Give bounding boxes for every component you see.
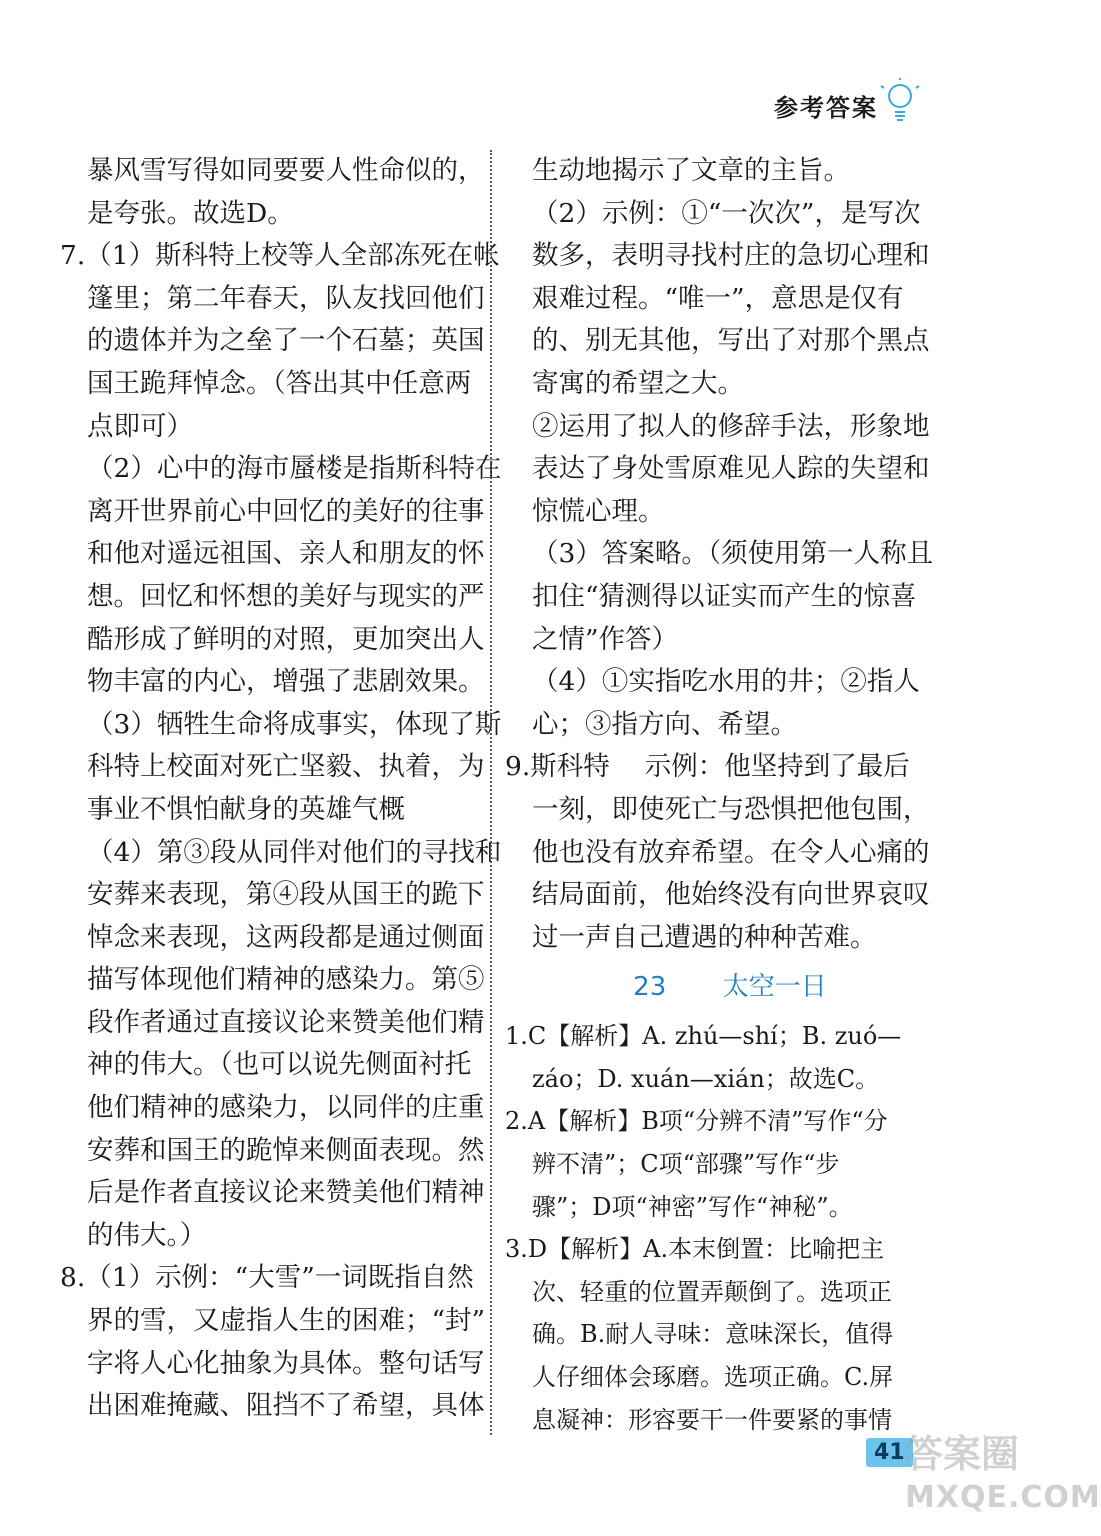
text-line: （2）心中的海市蜃楼是指斯科特在 — [87, 453, 502, 485]
column-divider — [490, 150, 492, 1435]
section-title — [505, 959, 925, 1015]
text-line: 艰难过程。“唯一”，意思是仅有 — [532, 282, 904, 314]
text-line: 物丰富的内心，增强了悲剧效果。 — [87, 666, 485, 698]
text-line: 和他对遥远祖国、亲人和朋友的怀 — [87, 538, 485, 570]
text-line: 3.D【解析】A.本末倒置：比喻把主 — [505, 1235, 885, 1264]
text-line: 后是作者直接议论来赞美他们精神 — [87, 1177, 485, 1209]
text-line: 次、轻重的位置弄颠倒了。选项正 — [532, 1277, 892, 1306]
text-line: （4）①实指吃水用的井；②指人 — [532, 666, 920, 698]
watermark-text: 答案圈 — [905, 1432, 1020, 1476]
lightbulb-icon — [880, 78, 920, 126]
text-line: 他也没有放弃希望。在令人心痛的 — [532, 836, 930, 868]
text-line: 生动地揭示了文章的主旨。 — [532, 155, 850, 186]
text-line: 神的伟大。（也可以说先侧面衬托 — [87, 1049, 472, 1081]
text-line: 他们精神的感染力，以同伴的庄重 — [87, 1092, 485, 1124]
text-line: 科特上校面对死亡坚毅、执着，为 — [87, 751, 485, 783]
text-line: （4）第③段从同伴对他们的寻找和 — [87, 836, 502, 868]
text-line: 段作者通过直接议论来赞美他们精 — [87, 1006, 485, 1038]
text-line: 暴风雪写得如同要要人性命似的， — [87, 155, 485, 186]
page-number: 41 — [866, 1438, 913, 1467]
text-line: 9.斯科特 示例：他坚持到了最后 — [505, 751, 910, 783]
text-line: 界的雪，又虚指人生的困难；“封” — [87, 1305, 486, 1337]
text-line: 惊慌心理。 — [532, 495, 665, 527]
header-title: 参考答案 — [774, 94, 878, 122]
watermark-url: MXQE.COM — [905, 1480, 1101, 1515]
text-line: 安葬和国王的跪悼来侧面表现。然 — [87, 1134, 485, 1166]
text-line: 1.C【解析】A. zhú—shí；B. zuó— — [505, 1022, 902, 1051]
text-line: 寄寓的希望之大。 — [532, 367, 744, 399]
right-column — [505, 150, 934, 1441]
text-line: 骤”；D项“神密”写作“神秘”。 — [532, 1192, 853, 1221]
text-line: 的伟大。） — [87, 1219, 207, 1251]
text-line: 表达了身处雪原难见人踪的失望和 — [532, 453, 930, 485]
text-line: 心；③指方向、希望。 — [532, 708, 797, 740]
text-line: 的、别无其他，写出了对那个黑点 — [532, 325, 930, 357]
text-line: 篷里；第二年春天，队友找回他们 — [87, 282, 485, 314]
text-line: 想。回忆和怀想的美好与现实的严 — [87, 580, 485, 612]
text-line: （3）牺牲生命将成事实，体现了斯 — [87, 708, 502, 740]
text-line: 国王跪拜悼念。（答出其中任意两 — [87, 367, 472, 399]
text-line: （2）示例：①“一次次”，是写次 — [532, 197, 921, 229]
text-line: 点即可） — [87, 410, 193, 442]
text-line: 数多，表明寻找村庄的急切心理和 — [532, 240, 930, 272]
text-line: 安葬来表现，第④段从国王的跪下 — [87, 879, 485, 911]
text-line: 事业不惧怕献身的英雄气概 — [87, 793, 405, 825]
text-line: 一刻，即使死亡与恐惧把他包围， — [532, 793, 930, 825]
text-line: 酷形成了鲜明的对照，更加突出人 — [87, 623, 485, 655]
text-line: 之情”作答） — [532, 623, 679, 655]
text-line: （3）答案略。（须使用第一人称且 — [532, 538, 934, 570]
text-line: 的遗体并为之垒了一个石墓；英国 — [87, 325, 485, 357]
section-name: 太空一日 — [722, 972, 827, 1003]
text-line: 8.（1）示例：“大雪”一词既指自然 — [60, 1262, 474, 1294]
text-line: 离开世界前心中回忆的美好的往事 — [87, 495, 485, 527]
text-line: 7.（1）斯科特上校等人全部冻死在帐 — [60, 240, 500, 272]
text-line: ②运用了拟人的修辞手法，形象地 — [532, 410, 930, 442]
section-number: 23 — [633, 972, 667, 1003]
text-line: 息凝神：形容要干一件要紧的事情 — [532, 1405, 892, 1434]
watermark-logo — [905, 1430, 1101, 1530]
text-line: 悼念来表现，这两段都是通过侧面 — [87, 921, 485, 953]
text-line: záo；D. xuán—xián；故选C。 — [532, 1064, 880, 1093]
text-line: 过一声自己遭遇的种种苦难。 — [532, 921, 877, 953]
text-line: 是夸张。故选D。 — [87, 197, 294, 229]
text-line: 扣住“猜测得以证实而产生的惊喜 — [532, 580, 917, 612]
text-line: 出困难掩藏、阻挡不了希望，具体 — [87, 1390, 485, 1422]
text-line: 人仔细体会琢磨。选项正确。C.屏 — [532, 1363, 894, 1392]
left-column — [60, 150, 502, 1428]
text-line: 2.A【解析】B项“分辨不清”写作“分 — [505, 1107, 888, 1136]
text-line: 辨不清”；C项“部骤”写作“步 — [532, 1150, 840, 1179]
text-line: 结局面前，他始终没有向世界哀叹 — [532, 879, 930, 911]
text-line: 确。B.耐人寻味：意味深长，值得 — [532, 1320, 894, 1349]
text-line: 字将人心化抽象为具体。整句话写 — [87, 1347, 485, 1379]
text-line: 描写体现他们精神的感染力。第⑤ — [87, 964, 485, 996]
